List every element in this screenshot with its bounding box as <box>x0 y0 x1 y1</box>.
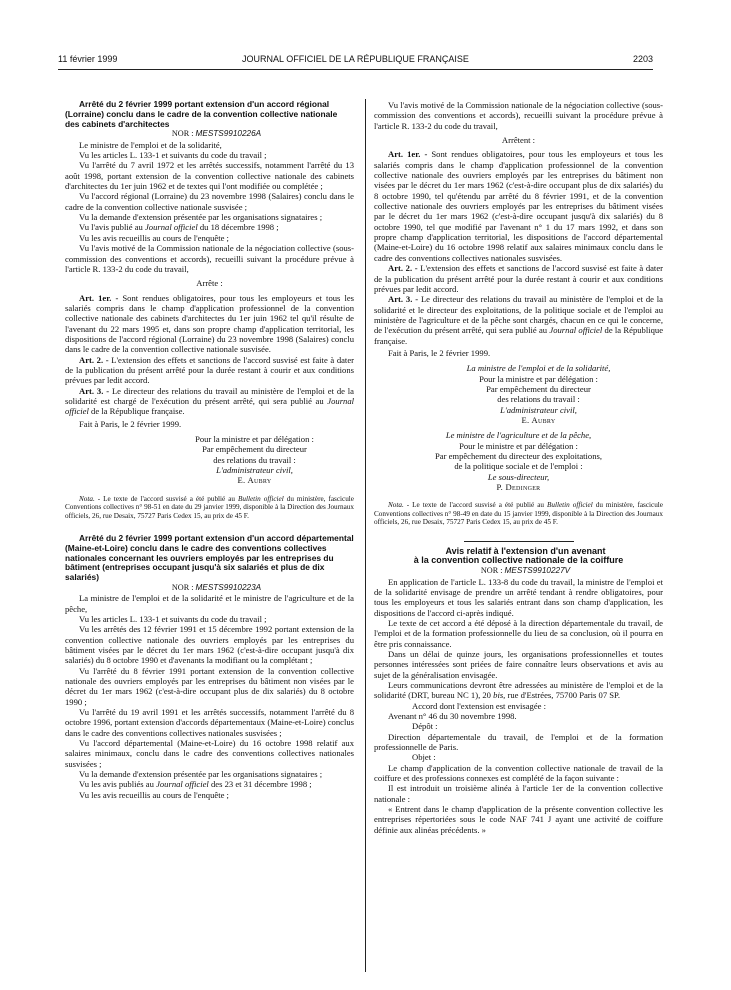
signature-line: Pour la ministre et par délégation : <box>195 434 314 445</box>
paragraph: Vu les avis publiés au Journal officiel des 23 et 31 décembre 1998 ; <box>79 779 312 790</box>
article-2: Art. 2. - L'extension des effets et sanctions de l'accord susvisé est faite à dater de la publication du présent arrêté pour la durée restant à courir et aux conditions prévues par ledit accord. <box>65 354 355 386</box>
notice-nor: NOR : MESTS9910227V <box>480 566 571 576</box>
decree-1-nor: NOR : MESTS9910226A <box>171 129 262 139</box>
decree-2-nor: NOR : MESTS9910223A <box>171 582 262 592</box>
paragraph: Le champ d'application de la convention collective nationale de travail de la coiffure et des professions connexes est complété de la façon suivante : <box>374 762 663 784</box>
article-1: Art. 1er. - Sont rendues obligatoires, pour tous les employeurs et tous les salariés compris dans le champ d'application professionnel de la convention collective nationale des cabinets d'architectes du 1er juin 1962 tel qu'il résulte de l'avenant du 22 mars 1995 et, dans son propre champ d'application territorial, les dispositions de l'accord régional (Lorraine) du 23 novembre 1998 (Salaires) conclu dans le cadre de la convention collective nationale susvisée. <box>65 292 354 355</box>
arretent-heading: Arrêtent : <box>501 135 536 146</box>
paragraph: Le texte de cet accord a été déposé à la direction départementale du travail, de l'emploi et de la formation professionnelle du lieu de sa conclusion, où il pourra en être pris connaissance. <box>374 617 663 649</box>
paragraph: Vu l'accord départemental (Maine-et-Loire) du 16 octobre 1998 relatif aux salaires minimaux, conclu dans le cadre des conventions collectives nationales susvisées ; <box>65 738 354 769</box>
paragraph: Vu l'avis motivé de la Commission nationale de la négociation collective (sous-commission des conventions et accords), recueilli suivant la procédure prévue à l'article R. 133-2 du code du travail, <box>65 243 354 274</box>
paragraph: Accord dont l'extension est envisagée : <box>412 700 546 711</box>
paragraph: Vu l'avis motivé de la Commission nationale de la négociation collective (sous-commission des conventions et accords), recueilli suivant la procédure prévue à l'article R. 133-2 du code du travail, <box>374 100 663 131</box>
paragraph: Il est introduit un troisième alinéa à l'article 1er de la convention collective nationale : <box>374 783 663 804</box>
paragraph: Vu la demande d'extension présentée par les organisations signataires ; <box>79 769 323 780</box>
decree-2-title: Arrêté du 2 février 1999 portant extension d'un accord départemental (Maine-et-Loire) conclu dans le cadre des conventions collectives nationales concernant les ouvriers employés par les entreprises du bâtiment (entreprises occupant jusqu'à six salariés et plus de dix salariés) <box>65 532 354 583</box>
paragraph: Objet : <box>412 752 436 763</box>
paragraph: Vu l'arrêté du 19 avril 1991 et les arrêtés successifs, notamment l'arrêté du 8 octobre 1996, portant extension d'accords départementaux (Maine-et-Loire) conclus dans le cadre des conventions collectives nationales susvisées ; <box>65 707 354 738</box>
paragraph: Vu l'arrêté du 7 avril 1972 et les arrêtés successifs, notamment l'arrêté du 13 août 1998, portant extension de la convention collective nationale des cabinets d'architectes du 1er juin 1962 et de textes qui l'ont modifiée ou complétée ; <box>65 160 354 192</box>
article-3: Art. 3. - Le directeur des relations du travail au ministère de l'emploi et de la solidarité est chargé de l'exécution du présent arrêté, qui sera publié au Journal officiel de la République française. <box>65 385 355 417</box>
signatory-name: E. Aubry <box>521 414 556 425</box>
left-column <box>65 100 354 800</box>
paragraph: « Entrent dans le champ d'application de la présente convention collective les entreprises répertoriées sous le code NAF 741 J ayant une activité de coiffure définie aux alinéas précédents. » <box>374 804 663 835</box>
signature-line: Pour le ministre et par délégation : <box>459 440 578 451</box>
signature-line: Par empêchement du directeur <box>486 383 591 394</box>
nota: Nota. - Le texte de l'accord susvisé a été publié au Bulletin officiel du ministère, fascicule Conventions collectives n° 98-51 en date du 29 janvier 1999, disponible à la Direction des Journaux officiels, 26, rue Desaix, 75727 Paris Cedex 15, au prix de 45 F. <box>65 494 354 520</box>
article-2: Art. 2. - L'extension des effets et sanctions de l'accord susvisé est faite à dater de la publication du présent arrêté pour la durée restant à courir et aux conditions prévues par ledit accord. <box>374 263 664 294</box>
journal-title: JOURNAL OFFICIEL DE LA RÉPUBLIQUE FRANÇAISE <box>242 54 469 64</box>
signature-line: Par empêchement du directeur des exploitations, <box>434 451 603 461</box>
notice-title: Avis relatif à l'extension d'un avenant à la convention collective nationale de la coiffure <box>413 545 624 566</box>
signature-line: des relations du travail : <box>213 454 296 465</box>
signature-line: Pour la ministre et par délégation : <box>479 373 598 384</box>
paragraph: Vu les avis recueillis au cours de l'enquête ; <box>79 232 229 243</box>
paragraph: Direction départementale du travail, de l'emploi et de la formation professionnelle de Paris. <box>374 731 663 753</box>
page-number: 2203 <box>632 54 653 64</box>
paragraph: Vu les articles L. 133-1 et suivants du code du travail ; <box>79 150 267 161</box>
paragraph: En application de l'article L. 133-8 du code du travail, la ministre de l'emploi et de la solidarité envisage de prendre un arrêté tendant à rendre obligatoires, pour tous les employeurs et tous les salariés entrant dans son champ d'application, les dispositions de l'accord ci-après indiqué. <box>374 576 663 618</box>
signature-line: de la politique sociale et de l'emploi : <box>454 461 583 472</box>
signature-line: L'administrateur civil, <box>216 465 293 476</box>
nota: Nota. - Le texte de l'accord susvisé a été publié au Bulletin officiel du ministère, fascicule Conventions collectives n° 98-49 en date du 15 janvier 1999, disponible à la Direction des Journaux officiels, 26, rue Desaix, 75727 Paris Cedex 15, au prix de 45 F. <box>374 501 663 527</box>
page-header <box>58 54 653 68</box>
signature-line: des relations du travail : <box>497 394 580 405</box>
done-at: Fait à Paris, le 2 février 1999. <box>79 418 182 429</box>
column-divider <box>365 99 366 972</box>
signature-line: Le ministre de l'agriculture et de la pêche, <box>445 430 592 441</box>
paragraph: Vu les arrêtés des 12 février 1991 et 15 décembre 1992 portant extension de la convention collective nationale des ouvriers employés par les entreprises du bâtiment visées par le décret du 1er mars 1962 (c'est-à-dire occupant jusqu'à dix salariés) du 8 octobre 1990 et d'avenants la modifiant ou la complétant ; <box>65 624 354 666</box>
article-1: Art. 1er. - Sont rendues obligatoires, pour tous les employeurs et tous les salariés compris dans le champ d'application professionnel de la convention collective nationale des ouvriers employés par les entreprises du bâtiment non visées par le décret du 1er mars 1962 (c'est-à-dire occupant plus de dix salariés) du 8 octobre 1990, tel qu'étendu par arrêté du 8 février 1991, et de la convention collective nationale des ouvriers employés par les entreprises du bâtiment visées par le décret du 1er mars 1962 (c'est-à-dire occupant jusqu'à dix salariés) du 8 octobre 1990, tel que modifié par l'avenant n° 1 du 17 mars 1992, et dans son propre champ d'application territorial, les dispositions de l'accord départemental (Maine-et-Loire) du 16 octobre 1998 relatif aux salaires minimaux conclu dans le cadre des conventions collectives nationales susvisées. <box>374 149 663 263</box>
paragraph: Dépôt : <box>412 721 438 732</box>
article-3: Art. 3. - Le directeur des relations du travail au ministère de l'emploi et de la solidarité et le directeur des exploitations, de la politique sociale et de l'emploi au ministère de l'agriculture et de la pêche sont chargés, chacun en ce qui le concerne, de l'exécution du présent arrêté, qui sera publié au Journal officiel de la République française. <box>374 294 664 346</box>
paragraph: Avenant n° 46 du 30 novembre 1998. <box>388 711 517 721</box>
decree-1-title: Arrêté du 2 février 1999 portant extension d'un accord régional (Lorraine) conclu dans le cadre de la convention collective nationale des cabinets d'architectes <box>65 99 338 129</box>
signature-line: Le sous-directeur, <box>487 471 550 482</box>
signatory-name: P. Dedinger <box>496 482 541 493</box>
right-column <box>374 100 663 835</box>
paragraph: Le ministre de l'emploi et de la solidarité, <box>79 139 222 150</box>
paragraph: Vu l'accord régional (Lorraine) du 23 novembre 1998 (Salaires) conclu dans le cadre de la convention collective nationale susvisée ; <box>65 191 354 212</box>
signature-line: La ministre de l'emploi et de la solidarité, <box>466 363 611 374</box>
signatory-name: E. Aubry <box>237 475 272 486</box>
header-rule <box>58 69 653 70</box>
signature-line: L'administrateur civil, <box>500 404 577 415</box>
paragraph: Vu les avis recueillis au cours de l'enquête ; <box>79 789 229 800</box>
paragraph: Dans un délai de quinze jours, les organisations professionnelles et toutes personnes intéressées sont priées de faire connaître leurs observations et avis au sujet de la généralisation envisagée. <box>374 648 663 680</box>
paragraph: Vu l'avis publié au Journal officiel du 18 décembre 1998 ; <box>79 222 279 233</box>
paragraph: Leurs communications devront être adressées au ministère de l'emploi et de la solidarité (DRT, bureau NC 1), 20 bis, rue d'Estrées, 75700 Paris 07 SP. <box>374 679 663 701</box>
done-at: Fait à Paris, le 2 février 1999. <box>388 347 491 358</box>
paragraph: La ministre de l'emploi et de la solidarité et le ministre de l'agriculture et de la pêche, <box>65 593 354 614</box>
paragraph: Vu les articles L. 133-1 et suivants du code du travail ; <box>79 613 267 624</box>
paragraph: Vu l'arrêté du 8 février 1991 portant extension de la convention collective nationale des ouvriers employés par les entreprises du bâtiment non visées par le décret du 1er mars 1962 (c'est-à-dire occupant plus de dix salariés) du 8 octobre 1990 ; <box>65 665 354 707</box>
header-date: 11 février 1999 <box>58 54 118 64</box>
arrete-heading: Arrête : <box>196 278 223 289</box>
signature-line: Par empêchement du directeur <box>202 444 307 455</box>
paragraph: Vu la demande d'extension présentée par les organisations signataires ; <box>79 212 323 223</box>
